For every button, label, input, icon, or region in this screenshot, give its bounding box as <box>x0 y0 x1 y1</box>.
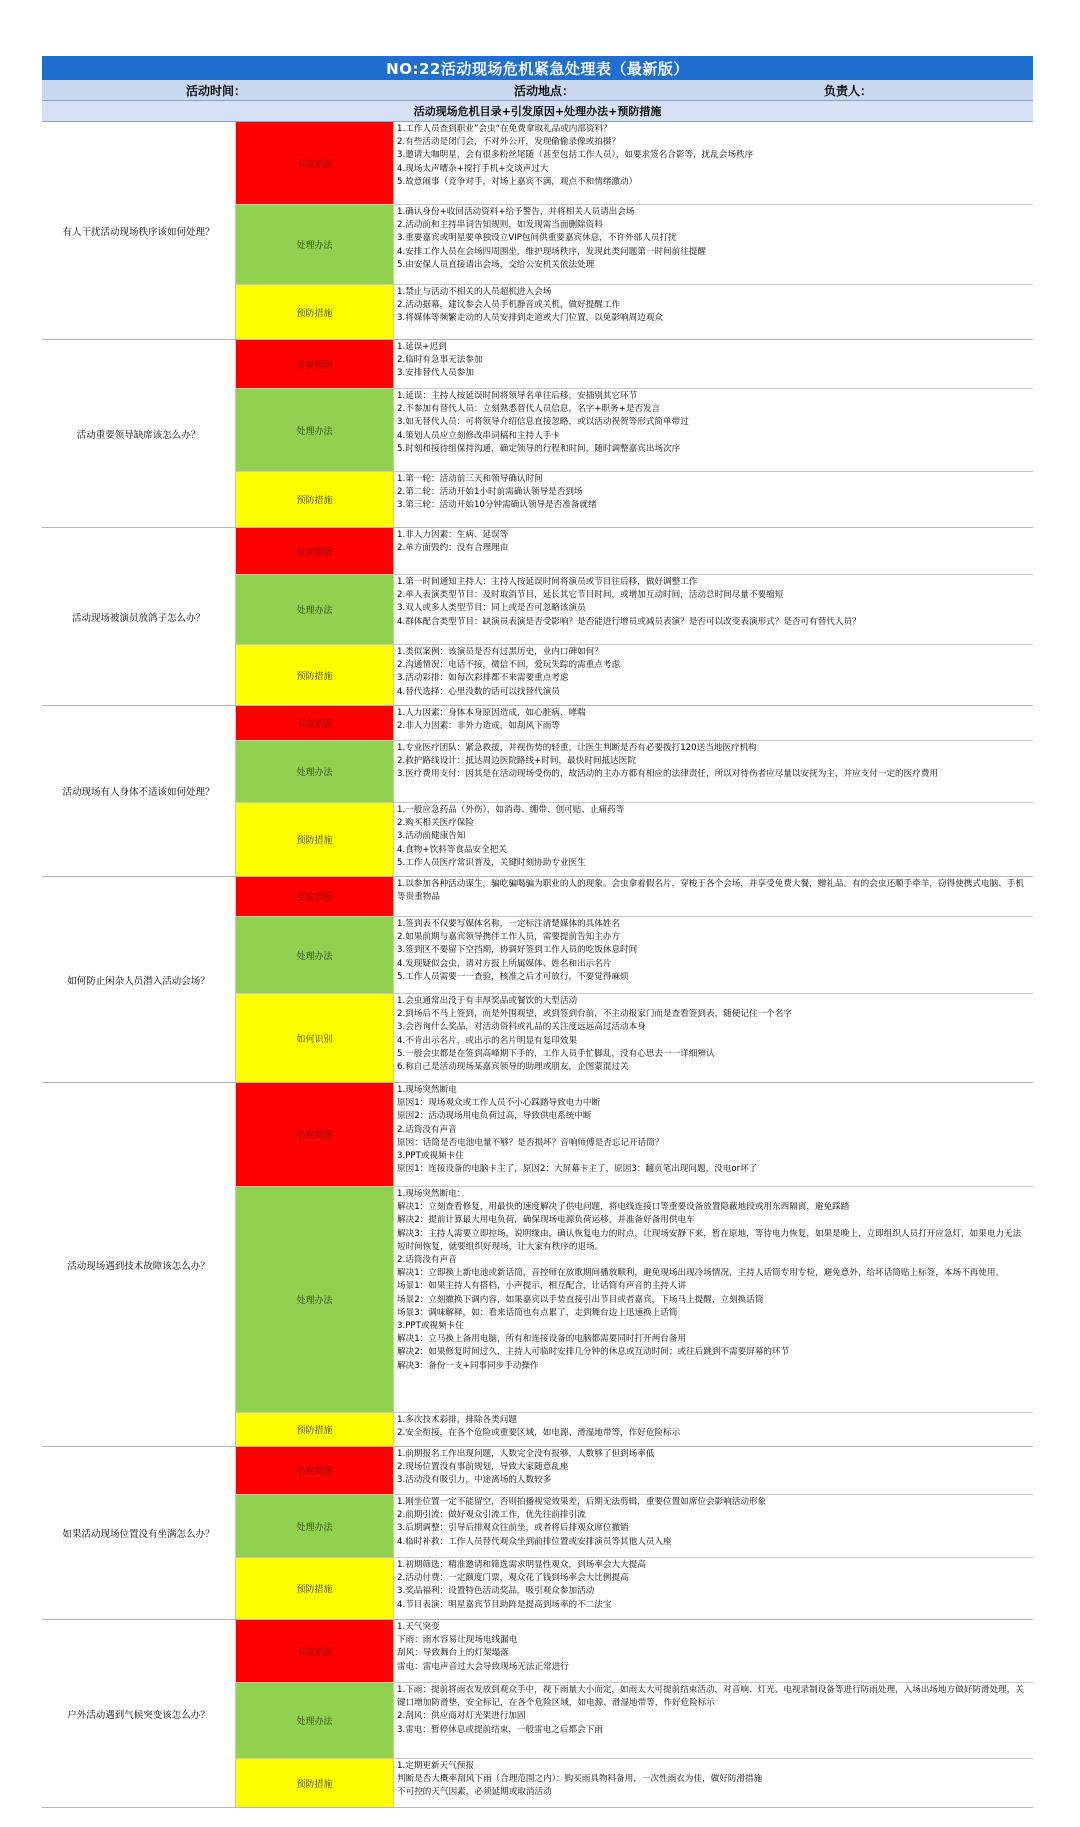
content-line: 1.非人力因素：生病、延误等 <box>397 530 509 540</box>
content-line: 2.前期引流：做好观众引流工作，优先往前排引流 <box>397 1510 586 1521</box>
content-line: 2.活动付费：一定额度门票，观众花了钱到场率会大比例提高 <box>397 1573 629 1584</box>
crisis-section <box>42 122 1033 340</box>
activity-time-label: 活动时间： <box>186 83 247 98</box>
content-line: 解决3：主持人需要立即控场，说明缘由，确认恢复电力的时点，让现场安静下来，暂在原地，等待电力恢复，如果是晚上，立即组织人员打开应急灯，如果电力无法短时间恢复，就要组织好现场，让大家有秩序的退场。 <box>397 1228 1022 1252</box>
row-content <box>393 389 1033 471</box>
row-category-label: 处理办法 <box>236 917 393 993</box>
table-row <box>236 472 1033 527</box>
row-category-label: 引发原因 <box>236 1083 393 1186</box>
content-line: 1.工作人员查到职业”会虫“在免费拿取礼品或内部资料？ <box>397 124 612 134</box>
content-line: 5.一般会虫都是在签到高峰期下手的，工作人员手忙脚乱，没有心思去一一详细辨认 <box>397 1048 715 1059</box>
table-row <box>236 877 1033 917</box>
table-row <box>236 340 1033 389</box>
content-line: 5.故意闹事（竞争对手，对场上嘉宾不满，观点不和情绪激动） <box>397 176 638 187</box>
content-line: 1.确认身份+收回活动资料+给予警告，并将相关人员请出会场 <box>397 207 635 217</box>
crisis-question: 活动现场遇到技术故障该怎么办？ <box>42 1083 236 1446</box>
table-row <box>236 205 1033 285</box>
content-line: 4.食物+饮料等食品安全把关 <box>397 844 507 855</box>
crisis-section <box>42 340 1033 528</box>
table-row <box>236 1413 1033 1446</box>
crisis-section <box>42 1447 1033 1620</box>
table-row <box>236 1187 1033 1413</box>
content-line: 1.类似案例：该演员是否有过黑历史，业内口碑如何？ <box>397 647 603 657</box>
table-row <box>236 1083 1033 1187</box>
row-category-label: 预防措施 <box>236 1759 393 1807</box>
row-content <box>393 1495 1033 1557</box>
content-line: 1.定期更新天气预报 <box>397 1761 474 1771</box>
content-line: 2.到场后不马上签到，而是外围观望，或到签到台前，不主动报家门而是查看签到表，随便记住一个名字 <box>397 1009 792 1020</box>
content-line: 场景2：立刻撤换下调内容，如果嘉宾以手势直接引出节目或者嘉宾，下场马上提醒，立刻换话筒 <box>397 1294 764 1305</box>
content-line: 1.以参加各种活动谋生，骗吃骗喝骗为职业的人的现象。会虫拿着假名片，穿梭于各个会场，并享受免费大餐，赠礼品。有的会虫还顺手牵羊，窃得使携式电脑、手机等贵重物品 <box>397 879 1024 903</box>
crisis-question: 活动现场被演员放鸽子怎么办？ <box>42 528 236 705</box>
row-category-label: 预防措施 <box>236 285 393 339</box>
content-line: 3.后期调整：引导后排观众往前坐，或者将后排观众席位撤销 <box>397 1523 629 1534</box>
crisis-question: 活动现场有人身体不适该如何处理？ <box>42 706 236 876</box>
content-line: 1.延误：主持人按延误时间将领导名单往后移，安插别其它环节 <box>397 391 638 401</box>
sections-container <box>42 122 1033 1808</box>
content-line: 3.将媒体等频繁走动的人员安排到走道或大门位置，以免影响周边观众 <box>397 313 664 324</box>
content-line: 1.下雨：提前将雨衣发放到观众手中，视下雨量大小而定，如雨太大可提前结束活动，对音响、灯光、电视录制设备等进行防雨处理，入场出场地方做好防滑处理，关键口增加防滑垫，安全标记，在各个危险区域，如电源、滑湿地带等，作好危险标示 <box>397 1685 1024 1709</box>
content-line: 5.时刻和接待组保持沟通，确定领导的行程和时间，随时调整嘉宾出场次序 <box>397 443 681 454</box>
table-row <box>236 285 1033 339</box>
row-category-label: 如何识别 <box>236 994 393 1082</box>
crisis-section <box>42 1083 1033 1447</box>
content-line: 原因：话筒是否电池电量不够？是否损坏？音响师傅是否忘记开话筒？ <box>397 1137 664 1148</box>
content-line: 下雨：雨水容易让现场电线漏电 <box>397 1635 518 1646</box>
crisis-question: 如果活动现场位置没有坐满怎么办？ <box>42 1447 236 1619</box>
content-line: 解决2：如果修复时间过久，主持人可临时安排几分钟的休息或互动时间；或往后跳到不需要屏幕的环节 <box>397 1347 790 1358</box>
row-content <box>393 741 1033 802</box>
crisis-section <box>42 1620 1033 1808</box>
row-category-label: 预防措施 <box>236 1413 393 1446</box>
table-row <box>236 1558 1033 1619</box>
content-line: 解决1：立马换上备用电脑，所有和连接设备的电脑都需要同时打开两台备用 <box>397 1334 687 1345</box>
content-line: 3.PPT或视频卡住 <box>397 1151 464 1162</box>
row-category-label: 处理办法 <box>236 1683 393 1758</box>
crisis-question: 户外活动遇到气候突变该怎么办？ <box>42 1620 236 1807</box>
content-line: 1.前期报名工作出现问题，人数完全没有报够，人数够了但到场率低 <box>397 1449 655 1459</box>
content-line: 2.安全衔接，在各个危险或重要区域，如电源、滑湿地带等，作好危险标示 <box>397 1428 681 1439</box>
content-line: 2.如果前期与嘉宾领导携伴工作人员，需要提前告知主办方 <box>397 932 621 943</box>
content-line: 2.刮风：供应商对灯光架进行加固 <box>397 1711 526 1722</box>
content-line: 2.现场位置没有事前规划，导致大家随意乱座 <box>397 1462 569 1473</box>
content-line: 1.人力因素：身体本身原因造成，如心脏病、哮喘 <box>397 708 586 718</box>
content-line: 2.购买相关医疗保险 <box>397 818 474 829</box>
row-content <box>393 1083 1033 1186</box>
content-line: 2.救护路线设计：抵达周边医院路线+时间，最快时间抵达医院 <box>397 756 636 767</box>
crisis-rows <box>236 528 1033 705</box>
table-row <box>236 741 1033 803</box>
content-line: 3.活动没有吸引力，中途离场的人数较多 <box>397 1475 552 1486</box>
row-content <box>393 1620 1033 1682</box>
content-line: 1.会虫通常出没于有丰厚奖品或餐饮的大型活动 <box>397 996 578 1006</box>
content-line: 1.延误+迟到 <box>397 342 447 352</box>
content-line: 2.第二轮：活动开始1小时前需确认领导是否到场 <box>397 487 583 498</box>
content-line: 3.PPT或视频卡住 <box>397 1321 464 1332</box>
content-line: 3.安排替代人员参加 <box>397 368 474 379</box>
content-line: 4.安排工作人员在会场四周围坐，维护现场秩序，发现此类问题第一时间前往提醒 <box>397 246 706 257</box>
row-category-label: 引发原因 <box>236 877 393 916</box>
content-line: 1.现场突然断电： <box>397 1189 466 1199</box>
section-header: 活动现场危机目录+引发原因+处理办法+预防措施 <box>42 101 1033 122</box>
content-line: 1.签到表不仅要写媒体名称，一定标注清楚媒体的具体姓名 <box>397 919 621 929</box>
table-title: NO:22活动现场危机紧急处理表（最新版） <box>42 56 1033 80</box>
crisis-rows <box>236 1447 1033 1619</box>
row-content <box>393 1187 1033 1412</box>
content-line: 原因2：活动现场用电负荷过高，导致供电系统中断 <box>397 1111 592 1122</box>
row-category-label: 预防措施 <box>236 803 393 876</box>
crisis-section <box>42 528 1033 706</box>
content-line: 2.非人力因素：非外力造成，如刮风下雨等 <box>397 721 560 732</box>
content-line: 4.节目表演：明星嘉宾节目助阵是提高到场率的不二法宝 <box>397 1599 612 1610</box>
content-line: 3.邀请大咖明星，会有很多粉丝尾随（甚至包括工作人员），如要求签名合影等，扰乱会场秩序 <box>397 150 754 161</box>
content-line: 刮风：导致舞台上的灯架塌落 <box>397 1648 509 1659</box>
content-line: 解决1：立刻查看修复，用最快的速度解决了供电问题，将电线连接口等重要设备放置隐蔽地段或用东西隔离，避免踩踏 <box>397 1202 850 1213</box>
content-line: 4.发现疑似会虫，请对方报上所属媒体、姓名和出示名片 <box>397 958 612 969</box>
row-category-label: 处理办法 <box>236 575 393 644</box>
crisis-rows <box>236 1620 1033 1807</box>
info-bar <box>42 80 1033 101</box>
content-line: 3.第三轮：活动开始10分钟需确认领导是否准备就绪 <box>397 500 597 511</box>
row-content <box>393 1759 1033 1807</box>
crisis-rows <box>236 1083 1033 1446</box>
row-content <box>393 340 1033 388</box>
content-line: 解决2：提前计算最大用电负荷，确保现场电源负荷运移，并准备好备用供电车 <box>397 1215 695 1226</box>
row-content <box>393 528 1033 574</box>
row-category-label: 处理办法 <box>236 1187 393 1412</box>
content-line: 2.活动据幕，建议参会人员手机静音或关机，做好提醒工作 <box>397 300 621 311</box>
table-row <box>236 389 1033 472</box>
content-line: 1.多次技术彩排，排除各类问题 <box>397 1415 517 1425</box>
content-line: 4.群体配合类型节目：缺演员表演是否受影响？是否能进行增员或减员表演？是否可以改变表演形式？是否可有替代人员？ <box>397 616 861 627</box>
content-line: 2.话筒没有声音 <box>397 1255 457 1266</box>
row-category-label: 预防措施 <box>236 645 393 705</box>
row-content <box>393 877 1033 916</box>
table-row <box>236 528 1033 575</box>
content-line: 1.专业医疗团队：紧急救援，并视伤势的轻重，让医生判断是否有必要拨打120送当地医疗机构 <box>397 743 757 753</box>
table-row <box>236 1683 1033 1759</box>
content-line: 雷电：雷电声音过大会导致现场无法正常进行 <box>397 1661 569 1672</box>
content-line: 2.不参加有替代人员：立刻熟悉替代人员信息，名字+职务+是否发言 <box>397 404 661 415</box>
content-line: 原因1：现场观众或工作人员不小心踩踏导致电力中断 <box>397 1098 601 1109</box>
content-line: 4.现场太声嘈杂+搅打手机+交谈声过大 <box>397 163 549 174</box>
content-line: 5.工作人员需要一一查验，核准之后才可放行，不要觉得麻烦 <box>397 971 629 982</box>
crisis-table <box>42 56 1033 1808</box>
content-line: 3.奖品福利：设置特色活动奖品，吸引观众参加活动 <box>397 1586 595 1597</box>
content-line: 2.单人表演类型节目：及时取消节目，延长其它节目时间，或增加互动时间，活动总时间尽量不要缩短 <box>397 590 784 601</box>
row-content <box>393 1683 1033 1758</box>
content-line: 3.活动彩排：如每次彩排都不来需要重点考虑 <box>397 673 569 684</box>
row-content <box>393 706 1033 740</box>
content-line: 场景3：调味解释，如：看来话筒也有点累了，走到舞台边上迅速换上话筒 <box>397 1307 678 1318</box>
row-content <box>393 994 1033 1082</box>
crisis-section <box>42 877 1033 1083</box>
content-line: 判断是否大概率刮风下雨（合理范围之内）：购买雨具物料备用，一次性雨衣为佳，做好防滑措施 <box>397 1774 763 1785</box>
crisis-question: 如何防止闲杂人员潜入活动会场？ <box>42 877 236 1082</box>
crisis-rows <box>236 877 1033 1082</box>
crisis-rows <box>236 122 1033 339</box>
content-line: 2.单方面毁约：没有合理理由 <box>397 543 509 554</box>
row-content <box>393 205 1033 284</box>
row-category-label: 引发原因 <box>236 1620 393 1682</box>
table-row <box>236 994 1033 1082</box>
content-line: 4.替代选择：心里没数的话可以找替代演员 <box>397 686 560 697</box>
table-row <box>236 122 1033 205</box>
content-line: 5.工作人员医疗常识普及，关键时刻协助专业医生 <box>397 857 586 868</box>
crisis-question: 有人干扰活动现场秩序该如何处理？ <box>42 122 236 339</box>
content-line: 1.天气突变 <box>397 1622 440 1632</box>
crisis-section <box>42 706 1033 877</box>
table-row <box>236 917 1033 994</box>
row-content <box>393 575 1033 644</box>
content-line: 1.一般应急药品（外伤），如消毒、绷带、创可贴、止痛药等 <box>397 805 625 815</box>
row-content <box>393 472 1033 527</box>
content-line: 3.会咨询什么奖品，对活动资料或礼品的关注度远远高过活动本身 <box>397 1022 646 1033</box>
content-line: 4.不肯出示名片，或出示的名片明显有复印效果 <box>397 1035 578 1046</box>
table-row <box>236 1447 1033 1495</box>
content-line: 2.活动前和主持串词告知规则，如发现需当面删除资料 <box>397 220 603 231</box>
content-line: 2.沟通情况：电话不接，微信不回，爱玩失踪的需重点考虑 <box>397 660 621 671</box>
content-line: 3.活动前健康告知 <box>397 831 466 842</box>
table-row <box>236 1620 1033 1683</box>
crisis-rows <box>236 706 1033 876</box>
content-line: 1.第一轮：活动前三天和领导确认时间 <box>397 474 543 484</box>
crisis-rows <box>236 340 1033 527</box>
content-line: 1.禁止与活动不相关的人员超机进入会场 <box>397 287 552 297</box>
row-content <box>393 917 1033 993</box>
content-line: 1.刚坐位置一定不能留空，否则拍播视觉效果差，后期无法剪辑，重要位置如席位会影响活动形象 <box>397 1497 767 1507</box>
row-category-label: 引发原因 <box>236 528 393 574</box>
content-line: 原因1：连接设备的电脑卡主了，原因2：大屏幕卡主了，原因3：翻页笔出现问题，没电or坏了 <box>397 1164 758 1175</box>
table-row <box>236 1495 1033 1558</box>
row-category-label: 处理办法 <box>236 389 393 471</box>
row-content <box>393 645 1033 705</box>
row-content <box>393 1558 1033 1619</box>
table-row <box>236 575 1033 645</box>
content-line: 3.雷电：暂停休息或提前结束，一般雷电之后都会下雨 <box>397 1724 603 1735</box>
row-content <box>393 1413 1033 1446</box>
row-category-label: 引发原因 <box>236 1447 393 1494</box>
row-content <box>393 803 1033 876</box>
row-content <box>393 122 1033 204</box>
content-line: 不可控的天气因素，必须延期或取消活动 <box>397 1787 552 1798</box>
content-line: 1.初期筛选：精准邀请和筛选需求明显性观众，到场率会大大提高 <box>397 1560 646 1570</box>
content-line: 解决1：立即换上新电池或新话筒，音控师在放歌期间播放顺利，避免现场出现冷场情况，主持人话筒专用专检，避免意外，给坏话筒贴上标签，本场不再使用。 <box>397 1268 1005 1279</box>
owner-label: 负责人： <box>824 83 873 98</box>
content-line: 3.重要嘉宾或明星要单独设立VIP包间供重要嘉宾休息，不许外部人员打扰 <box>397 233 677 244</box>
table-row <box>236 645 1033 705</box>
activity-place-label: 活动地点： <box>514 83 575 98</box>
content-line: 3.签到区不要留下空挡期，协调好签到工作人员的吃饭休息时间 <box>397 945 638 956</box>
row-content <box>393 1447 1033 1494</box>
row-category-label: 预防措施 <box>236 472 393 527</box>
crisis-question: 活动重要领导缺席该怎么办？ <box>42 340 236 527</box>
row-category-label: 处理办法 <box>236 1495 393 1557</box>
table-row <box>236 706 1033 741</box>
row-category-label: 引发原因 <box>236 122 393 204</box>
row-category-label: 引发原因 <box>236 340 393 388</box>
content-line: 3.医疗费用支付：因其是在活动现场受伤的，故活动的主办方都有相应的法律责任，所以对待伤者应尽量以安抚为主，并应支付一定的医疗费用 <box>397 769 939 780</box>
content-line: 1.第一时间通知主持人：主持人按延误时间将演员或节目往后移，做好调整工作 <box>397 577 698 587</box>
content-line: 2.话筒没有声音 <box>397 1124 457 1135</box>
row-content <box>393 285 1033 339</box>
table-row <box>236 1759 1033 1807</box>
content-line: 2.有些活动是闭门会，不对外公开，发现偷偷录像或拍摄？ <box>397 137 621 148</box>
content-line: 4.临时补救：工作人员替代观众坐到前排位置或安排演员等其他人员入座 <box>397 1536 672 1547</box>
content-line: 1.现场突然断电 <box>397 1085 457 1095</box>
content-line: 3.如无替代人员：可将领导介绍信息直接忽略，或以活动祝贺等形式简单带过 <box>397 417 689 428</box>
content-line: 3.双人或多人类型节目：同上或是否可忽略该演员 <box>397 603 586 614</box>
content-line: 解决3：备份一支+同事同步手动操作 <box>397 1360 539 1371</box>
content-line: 场景1：如果主持人有搭档，小声提示，相互配合，让话筒有声音的主持人讲 <box>397 1281 687 1292</box>
row-category-label: 处理办法 <box>236 741 393 802</box>
content-line: 6.称自己是活动现场某嘉宾领导的助理或朋友，企图蒙混过关 <box>397 1062 629 1073</box>
row-category-label: 处理办法 <box>236 205 393 284</box>
content-line: 4.策划人员应立刻修改串词稿和主持人手卡 <box>397 430 560 441</box>
table-row <box>236 803 1033 876</box>
content-line: 5.由安保人员直接请出会场，交给公安机关依法处理 <box>397 259 595 270</box>
row-category-label: 引发原因 <box>236 706 393 740</box>
row-category-label: 预防措施 <box>236 1558 393 1619</box>
content-line: 2.临时有急事无法参加 <box>397 355 483 366</box>
